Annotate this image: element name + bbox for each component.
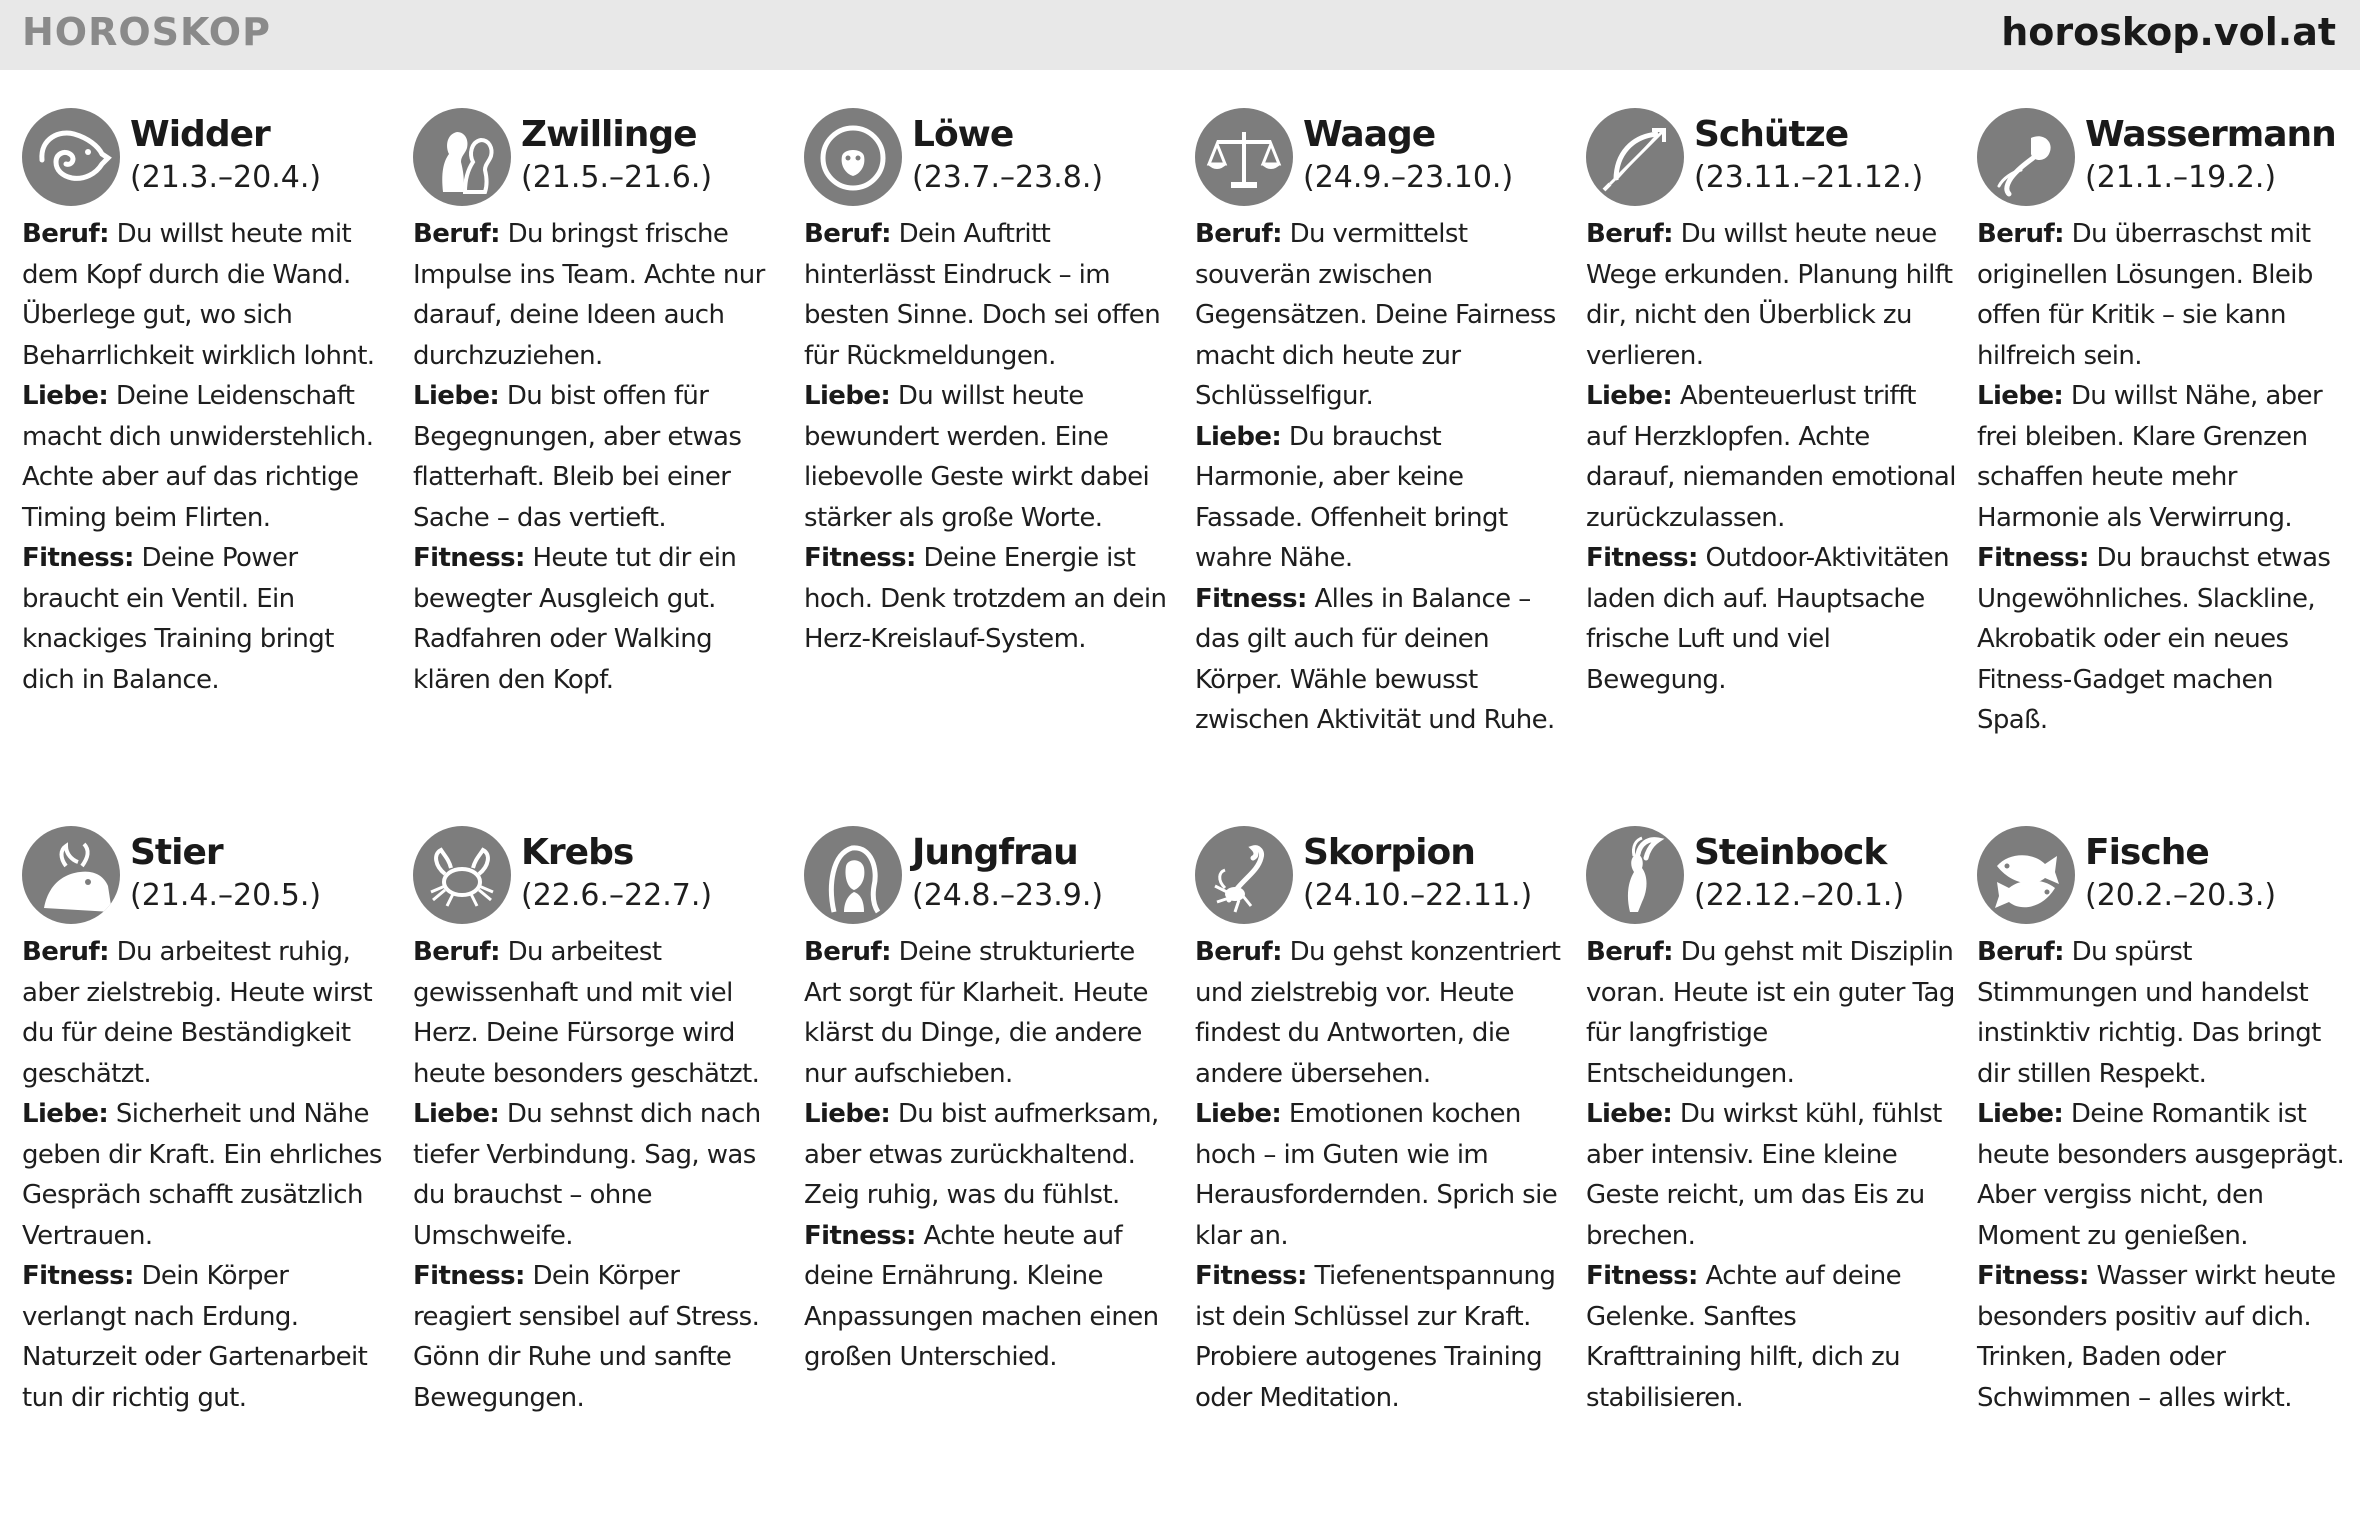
sign-dates: (21.1.–19.2.): [2085, 160, 2277, 195]
label-fitness: Fitness:: [804, 543, 916, 573]
label-liebe: Liebe:: [1586, 1099, 1673, 1129]
label-fitness: Fitness:: [1195, 1261, 1307, 1291]
beruf-text: Du willst heute mit dem Kopf durch die Wand. Überlege gut, wo sich Beharrlichkeit wirklich lohnt.: [22, 219, 375, 371]
fitness-text: Achte auf deine Gelenke. Sanftes Krafttraining hilft, dich zu stabilisieren.: [1586, 1261, 1902, 1413]
sign-name: Zwillinge: [521, 114, 697, 155]
sign-text: [413, 932, 783, 1418]
label-liebe: Liebe:: [22, 381, 109, 411]
label-beruf: Beruf:: [1195, 219, 1282, 249]
sign-stier: [22, 826, 392, 1418]
beruf-text: Du überraschst mit originellen Lösungen. Bleib offen für Kritik – sie kann hilfreich sein.: [1977, 219, 2313, 371]
beruf-text: Du vermittelst souverän zwischen Gegensätzen. Deine Fairness macht dich heute zur Schlüsselfigur.: [1195, 219, 1556, 411]
sign-name: Jungfrau: [912, 832, 1078, 873]
sign-schuetze: [1586, 108, 1956, 700]
sign-text: [1586, 214, 1956, 700]
scorpion-icon: [1195, 826, 1293, 924]
sign-waage: [1195, 108, 1565, 741]
sign-loewe: [804, 108, 1174, 660]
crab-icon: [413, 826, 511, 924]
sign-dates: (23.11.–21.12.): [1694, 160, 1924, 195]
fitness-text: Tiefenentspannung ist dein Schlüssel zur Kraft. Probiere autogenes Training oder Meditation.: [1195, 1261, 1556, 1413]
label-beruf: Beruf:: [1586, 219, 1673, 249]
liebe-text: Sicherheit und Nähe geben dir Kraft. Ein ehrliches Gespräch schafft zusätzlich Vertrauen.: [22, 1099, 382, 1251]
sign-dates: (24.8.–23.9.): [912, 878, 1104, 913]
label-beruf: Beruf:: [1195, 937, 1282, 967]
beruf-text: Du arbeitest ruhig, aber zielstrebig. Heute wirst du für deine Beständigkeit geschätzt.: [22, 937, 373, 1089]
label-fitness: Fitness:: [1977, 1261, 2089, 1291]
label-beruf: Beruf:: [1586, 937, 1673, 967]
liebe-text: Du bist offen für Begegnungen, aber etwas flatterhaft. Bleib bei einer Sache – das vertieft.: [413, 381, 742, 533]
sign-text: [1195, 932, 1565, 1418]
sign-jungfrau: [804, 826, 1174, 1378]
liebe-text: Du wirkst kühl, fühlst aber intensiv. Eine kleine Geste reicht, um das Eis zu brechen.: [1586, 1099, 1942, 1251]
sign-krebs: [413, 826, 783, 1418]
fitness-text: Deine Power braucht ein Ventil. Ein knackiges Training bringt dich in Balance.: [22, 543, 334, 695]
sign-text: [413, 214, 783, 700]
liebe-text: Du sehnst dich nach tiefer Verbindung. Sag, was du brauchst – ohne Umschweife.: [413, 1099, 761, 1251]
fitness-text: Dein Körper reagiert sensibel auf Stress. Gönn dir Ruhe und sanfte Bewegungen.: [413, 1261, 760, 1413]
liebe-text: Abenteuerlust trifft auf Herzklopfen. Achte darauf, niemanden emotional zurückzulassen.: [1586, 381, 1956, 533]
label-fitness: Fitness:: [1586, 543, 1698, 573]
sign-skorpion: [1195, 826, 1565, 1418]
site-url[interactable]: horoskop.vol.at: [2001, 10, 2336, 54]
sign-text: [22, 932, 392, 1418]
section-title: HOROSKOP: [22, 10, 271, 54]
sign-text: [1586, 932, 1956, 1418]
label-liebe: Liebe:: [1586, 381, 1673, 411]
label-fitness: Fitness:: [413, 1261, 525, 1291]
label-fitness: Fitness:: [1195, 583, 1307, 614]
sign-name: Schütze: [1694, 114, 1849, 155]
sign-dates: (22.6.–22.7.): [521, 878, 713, 913]
fitness-text: Achte heute auf deine Ernährung. Kleine Anpassungen machen einen großen Unterschied.: [804, 1220, 1159, 1372]
fitness-text: Du brauchst etwas Ungewöhnliches. Slackline, Akrobatik oder ein neues Fitness-Gadget machen Spaß.: [1977, 543, 2331, 735]
beruf-text: Deine strukturierte Art sorgt für Klarheit. Heute klärst du Dinge, die andere nur aufschieben.: [804, 937, 1148, 1089]
sign-dates: (21.5.–21.6.): [521, 160, 713, 195]
sign-text: [804, 214, 1174, 660]
beruf-text: Du gehst konzentriert und zielstrebig vor. Heute findest du Antworten, die andere übersehen.: [1195, 937, 1561, 1089]
label-fitness: Fitness:: [1586, 1261, 1698, 1291]
lion-icon: [804, 108, 902, 206]
beruf-text: Dein Auftritt hinterlässt Eindruck – im besten Sinne. Doch sei offen für Rückmeldungen.: [804, 219, 1161, 371]
sign-name: Krebs: [521, 832, 634, 873]
label-fitness: Fitness:: [413, 543, 525, 573]
beruf-text: Du gehst mit Disziplin voran. Heute ist ein guter Tag für langfristige Entscheidungen.: [1586, 937, 1955, 1089]
liebe-text: Du brauchst Harmonie, aber keine Fassade. Offenheit bringt wahre Nähe.: [1195, 421, 1508, 573]
archer-icon: [1586, 108, 1684, 206]
sign-fische: [1977, 826, 2347, 1418]
sign-name: Widder: [130, 114, 270, 155]
sign-text: [804, 932, 1174, 1378]
beruf-text: Du spürst Stimmungen und handelst instinktiv richtig. Das bringt dir stillen Respekt.: [1977, 937, 2321, 1089]
label-liebe: Liebe:: [1977, 381, 2064, 411]
liebe-text: Deine Leidenschaft macht dich unwiderstehlich. Achte aber auf das richtige Timing beim Flirten.: [22, 381, 374, 533]
fitness-text: Deine Energie ist hoch. Denk trotzdem an dein Herz-Kreislauf-System.: [804, 543, 1167, 654]
sign-text: [1977, 932, 2347, 1418]
liebe-text: Du willst heute bewundert werden. Eine liebevolle Geste wirkt dabei stärker als große Worte.: [804, 381, 1150, 533]
sign-dates: (21.4.–20.5.): [130, 878, 322, 913]
sign-name: Löwe: [912, 114, 1014, 155]
label-liebe: Liebe:: [804, 381, 891, 411]
label-liebe: Liebe:: [804, 1099, 891, 1129]
sign-name: Steinbock: [1694, 832, 1887, 873]
label-liebe: Liebe:: [1195, 1099, 1282, 1129]
label-fitness: Fitness:: [22, 1261, 134, 1291]
label-liebe: Liebe:: [22, 1099, 109, 1129]
label-beruf: Beruf:: [804, 937, 891, 967]
sign-dates: (21.3.–20.4.): [130, 160, 322, 195]
sign-name: Waage: [1303, 114, 1436, 155]
fitness-text: Outdoor-Aktivitäten laden dich auf. Hauptsache frische Luft und viel Bewegung.: [1586, 543, 1950, 695]
label-beruf: Beruf:: [1977, 937, 2064, 967]
sign-steinbock: [1586, 826, 1956, 1418]
virgin-icon: [804, 826, 902, 924]
scales-icon: [1195, 108, 1293, 206]
label-fitness: Fitness:: [804, 1220, 916, 1251]
sign-dates: (24.9.–23.10.): [1303, 160, 1514, 195]
label-liebe: Liebe:: [1195, 421, 1282, 452]
label-liebe: Liebe:: [413, 381, 500, 411]
label-beruf: Beruf:: [22, 937, 109, 967]
ram-icon: [22, 108, 120, 206]
sign-name: Wassermann: [2085, 114, 2336, 155]
header-bar: [0, 0, 2360, 70]
sign-dates: (23.7.–23.8.): [912, 160, 1104, 195]
label-liebe: Liebe:: [413, 1099, 500, 1129]
sign-name: Stier: [130, 832, 223, 873]
fitness-text: Heute tut dir ein bewegter Ausgleich gut. Radfahren oder Walking klären den Kopf.: [413, 543, 737, 695]
liebe-text: Du willst Nähe, aber frei bleiben. Klare Grenzen schaffen heute mehr Harmonie als Verwirrung.: [1977, 381, 2323, 533]
sign-zwillinge: [413, 108, 783, 700]
sign-wassermann: [1977, 108, 2347, 741]
sign-dates: (22.12.–20.1.): [1694, 878, 1905, 913]
fish-icon: [1977, 826, 2075, 924]
bull-icon: [22, 826, 120, 924]
sign-text: [1977, 214, 2347, 741]
label-beruf: Beruf:: [804, 219, 891, 249]
label-liebe: Liebe:: [1977, 1099, 2064, 1129]
label-beruf: Beruf:: [413, 937, 500, 967]
beruf-text: Du willst heute neue Wege erkunden. Planung hilft dir, nicht den Überblick zu verlieren.: [1586, 219, 1953, 371]
fitness-text: Alles in Balance – das gilt auch für deinen Körper. Wähle bewusst zwischen Aktivität und Ruhe.: [1195, 583, 1555, 735]
aquarius-icon: [1977, 108, 2075, 206]
label-beruf: Beruf:: [413, 219, 500, 249]
sign-name: Skorpion: [1303, 832, 1475, 873]
label-beruf: Beruf:: [22, 219, 109, 249]
sign-dates: (20.2.–20.3.): [2085, 878, 2277, 913]
fitness-text: Wasser wirkt heute besonders positiv auf dich. Trinken, Baden oder Schwimmen – alles wirkt.: [1977, 1261, 2336, 1413]
sign-text: [1195, 214, 1565, 741]
ibex-icon: [1586, 826, 1684, 924]
label-fitness: Fitness:: [1977, 543, 2089, 573]
liebe-text: Du bist aufmerksam, aber etwas zurückhaltend. Zeig ruhig, was du fühlst.: [804, 1099, 1159, 1210]
sign-widder: [22, 108, 392, 700]
sign-dates: (24.10.–22.11.): [1303, 878, 1533, 913]
beruf-text: Du bringst frische Impulse ins Team. Achte nur darauf, deine Ideen auch durchzuziehen.: [413, 219, 765, 371]
sign-name: Fische: [2085, 832, 2209, 873]
fitness-text: Dein Körper verlangt nach Erdung. Naturzeit oder Gartenarbeit tun dir richtig gut.: [22, 1261, 368, 1413]
liebe-text: Emotionen kochen hoch – im Guten wie im Herausfordernden. Sprich sie klar an.: [1195, 1099, 1558, 1251]
label-beruf: Beruf:: [1977, 219, 2064, 249]
liebe-text: Deine Romantik ist heute besonders ausgeprägt. Aber vergiss nicht, den Moment zu genießen.: [1977, 1099, 2345, 1251]
label-fitness: Fitness:: [22, 543, 134, 573]
twins-icon: [413, 108, 511, 206]
sign-text: [22, 214, 392, 700]
beruf-text: Du arbeitest gewissenhaft und mit viel Herz. Deine Fürsorge wird heute besonders geschätzt.: [413, 937, 760, 1089]
